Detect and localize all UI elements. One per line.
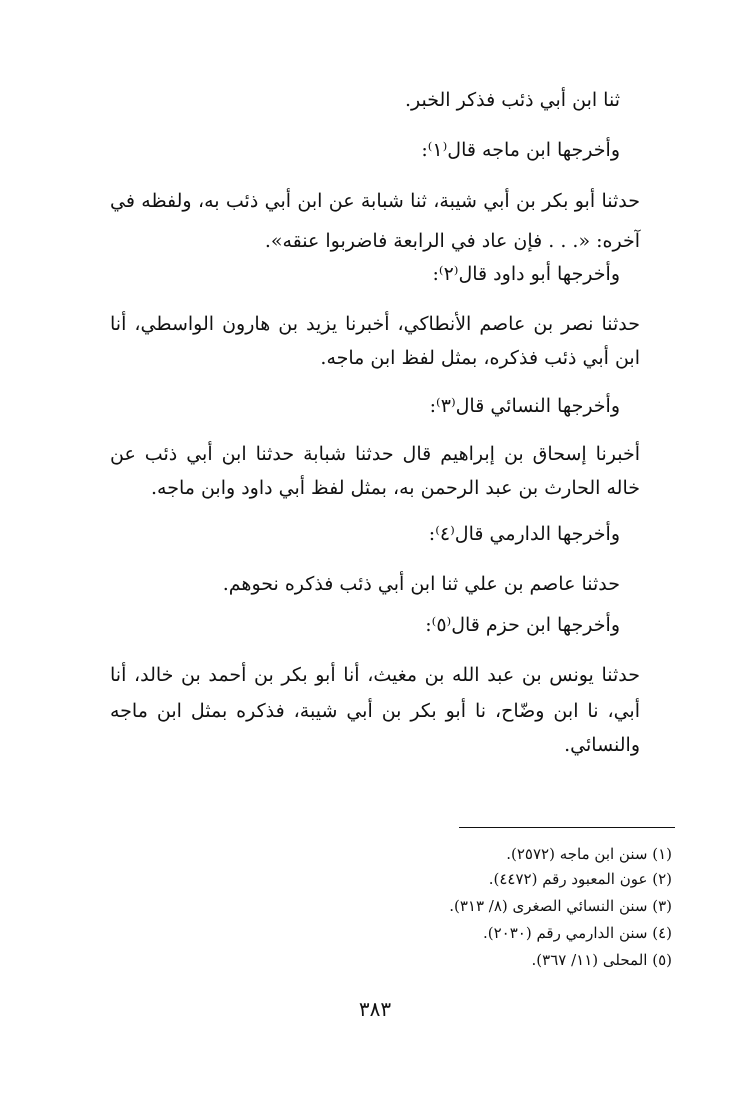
footnote-divider [459,827,675,828]
body-line: آخره: «. . . فإن عاد في الرابعة فاضربوا عنقه». [264,230,640,252]
body-line: وأخرجها أبو داود قال⁽٢⁾: [432,263,620,285]
body-line: أخبرنا إسحاق بن إبراهيم قال حدثنا شبابة حدثنا ابن أبي ذئب عن [110,443,640,465]
footnote: (١) سنن ابن ماجه (٢٥٧٢). [506,845,672,863]
footnote: (٢) عون المعبود رقم (٤٤٧٢). [488,870,672,888]
body-line: حدثنا نصر بن عاصم الأنطاكي، أخبرنا يزيد بن هارون الواسطي، أنا [110,313,640,335]
body-line: والنسائي. [564,734,640,756]
body-line: حدثنا يونس بن عبد الله بن مغيث، أنا أبو بكر بن أحمد بن خالد، أنا [110,664,640,686]
body-line: حدثنا عاصم بن علي ثنا ابن أبي ذئب فذكره نحوهم. [222,573,620,595]
body-line: وأخرجها النسائي قال⁽٣⁾: [429,395,620,417]
body-line: ثنا ابن أبي ذئب فذكر الخبر. [404,89,620,111]
body-line: أبي، نا ابن وضّاح، نا أبو بكر بن أبي شيبة، فذكره بمثل ابن ماجه [110,700,640,722]
body-line: حدثنا أبو بكر بن أبي شيبة، ثنا شبابة عن ابن أبي ذئب به، ولفظه في [110,190,640,212]
footnote: (٣) سنن النسائي الصغرى (٨/ ٣١٣). [449,897,672,915]
body-line: وأخرجها ابن حزم قال⁽٥⁾: [425,614,620,636]
page-number: ٣٨٣ [358,997,392,1021]
body-line: خاله الحارث بن عبد الرحمن به، بمثل لفظ أبي داود وابن ماجه. [150,477,640,499]
footnote: (٥) المحلى (١١/ ٣٦٧). [531,951,672,969]
body-line: وأخرجها الدارمي قال⁽٤⁾: [428,523,620,545]
body-line: وأخرجها ابن ماجه قال⁽١⁾: [421,139,620,161]
footnote: (٤) سنن الدارمي رقم (٢٠٣٠). [482,924,672,942]
body-line: ابن أبي ذئب فذكره، بمثل لفظ ابن ماجه. [320,347,640,369]
